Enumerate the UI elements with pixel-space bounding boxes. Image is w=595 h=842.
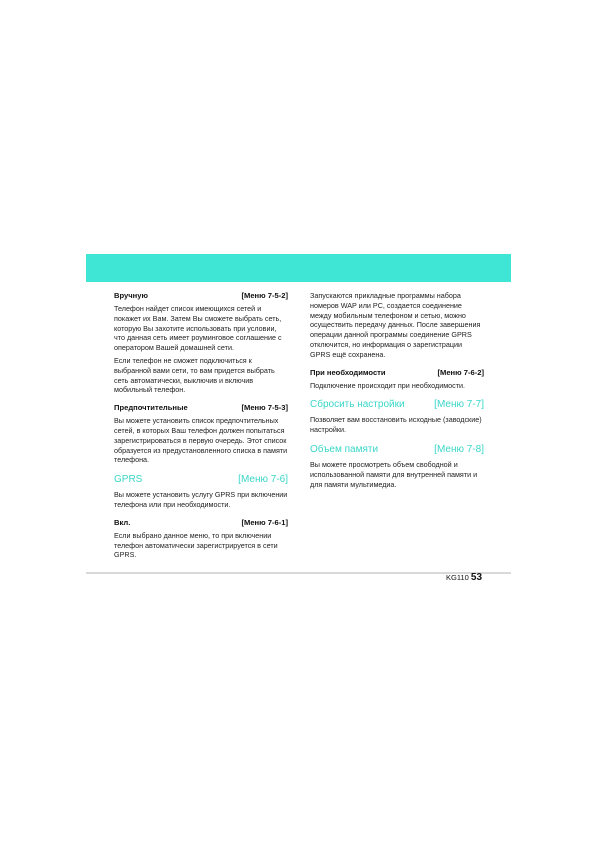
- need-menu-ref: [Меню 7-6-2]: [437, 367, 484, 377]
- left-column: [114, 291, 288, 560]
- on-title: Вкл.: [114, 517, 131, 527]
- preferred-subheading: [114, 403, 288, 412]
- reset-section-heading: [310, 399, 484, 411]
- manual-paragraph: Телефон найдет список имеющихся сетей и покажет их Вам. Затем Вы сможете выбрать сеть, которую Вы захотите использовать при условии, что данная сеть имеет роуминговое соглашение с оператором Вашей домашней сети.: [114, 304, 282, 353]
- manual-subheading: [114, 291, 288, 300]
- page-number: 53: [470, 572, 483, 583]
- preferred-paragraph: Вы можете установить список предпочтительных сетей, в которых Ваш телефон должен попытаться зарегистрироваться в первую очередь. Этот список образуется из предустановленного списка в памяти телефона.: [114, 416, 288, 465]
- gprs-title: GPRS: [114, 474, 143, 486]
- preferred-title: Предпочтительные: [114, 403, 188, 413]
- manual-title: Вручную: [114, 291, 148, 300]
- on-paragraph: Если выбрано данное меню, то при включении телефон автоматически зарегистрируется в сети GPRS.: [114, 530, 278, 560]
- on-subheading: [114, 518, 288, 527]
- manual-menu-ref: [Меню 7-5-2]: [241, 291, 288, 300]
- reset-paragraph: Позволяет вам восстановить исходные (заводские) настройки.: [310, 415, 482, 435]
- need-title: При необходимости: [310, 367, 386, 377]
- intro-paragraph: Запускаются прикладные программы набора номеров WAP или PC, создается соединение между мобильным телефоном и сетью, можно осуществить передачу данных. После завершения операции данной программы соединение GPRS отключится, но информация о зарегистрации GPRS ещё сохранена.: [310, 291, 481, 359]
- need-paragraph: Подключение происходит при необходимости.: [310, 380, 466, 390]
- gprs-menu-ref: [Меню 7-6]: [238, 474, 288, 486]
- page-footer: [446, 572, 482, 583]
- gprs-paragraph: Вы можете установить услугу GPRS при включении телефона или при необходимости.: [114, 490, 288, 509]
- reset-title: Сбросить настройки: [310, 399, 405, 411]
- memory-menu-ref: [Меню 7-8]: [434, 443, 484, 455]
- right-column: [310, 291, 484, 489]
- need-subheading: [310, 368, 484, 377]
- memory-title: Объем памяти: [310, 443, 379, 455]
- reset-menu-ref: [Меню 7-7]: [434, 399, 484, 411]
- model-label: KG110: [446, 573, 469, 582]
- preferred-menu-ref: [Меню 7-5-3]: [241, 403, 288, 413]
- memory-paragraph: Вы можете просмотреть объем свободной и использованной памяти для внутренней памяти и для памяти мультимедиа.: [310, 459, 478, 489]
- on-menu-ref: [Меню 7-6-1]: [241, 517, 288, 527]
- header-band: [86, 254, 511, 282]
- memory-section-heading: [310, 444, 484, 456]
- manual-paragraph-2: Если телефон не сможет подключиться к выбранной вами сети, то вам придется выбрать сеть автоматически, выключив и включив мобильный телефон.: [114, 355, 275, 395]
- gprs-section-heading: [114, 474, 288, 486]
